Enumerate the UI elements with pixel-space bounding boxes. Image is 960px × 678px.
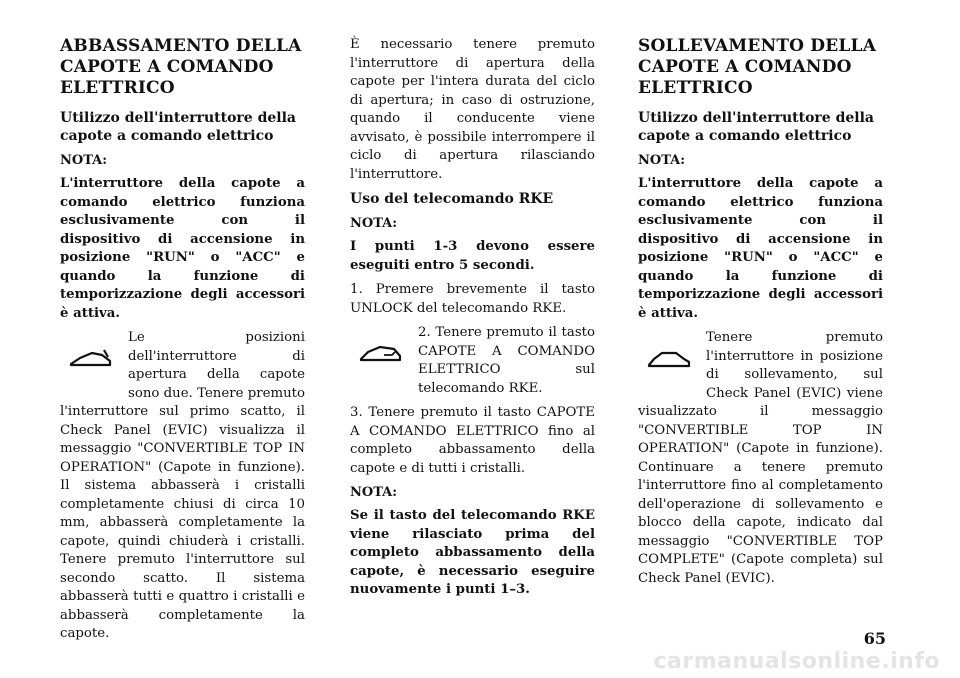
intro-text: È necessario tenere premuto l'interruttore di apertura della capote per l'intera durata del ciclo di apertura; in caso di ostruzione, quando il conducente viene avvisato, è possibile interrompere il ciclo di apertura rilasciando l'interruttore. xyxy=(350,37,595,182)
page-number: 65 xyxy=(863,629,886,648)
subheading-rke: Uso del telecomando RKE xyxy=(350,191,554,207)
convertible-top-up-icon xyxy=(638,329,700,389)
subheading-switch-usage: Utilizzo dell'interruttore della capote a comando elettrico xyxy=(638,110,874,144)
watermark: carmanualsonline.info xyxy=(653,649,940,674)
section-heading-lower-top: ABBASSAMENTO DELLA CAPOTE A COMANDO ELETTRICO xyxy=(60,36,302,98)
subheading-switch-usage: Utilizzo dell'interruttore della capote a comando elettrico xyxy=(60,110,296,144)
note-text: L'interruttore della capote a comando elettrico funziona esclusivamente con il dispositivo di accensione in posizione "RUN" o "ACC" e quando la funzione di temporizzazione degli accessori è attiva. xyxy=(638,176,883,321)
note-label: NOTA: xyxy=(350,485,398,500)
convertible-top-down-icon xyxy=(60,329,122,389)
step-2: 2. Tenere premuto il tasto CAPOTE A COMANDO ELETTRICO sul telecomando RKE. xyxy=(418,325,595,396)
note-text: L'interruttore della capote a comando elettrico funziona esclusivamente con il dispositivo di accensione in posizione "RUN" o "ACC" e quando la funzione di temporizzazione degli accessori è attiva. xyxy=(60,176,305,321)
step-1: 1. Premere brevemente il tasto UNLOCK del telecomando RKE. xyxy=(350,282,595,316)
note-label: NOTA: xyxy=(638,153,686,168)
note-label: NOTA: xyxy=(350,216,398,231)
column-rke xyxy=(350,36,595,606)
section-heading-raise-top: SOLLEVAMENTO DELLA CAPOTE A COMANDO ELETTRICO xyxy=(638,36,877,98)
note-label: NOTA: xyxy=(60,153,108,168)
body-text: Tenere premuto l'interruttore in posizione di sollevamento, sul Check Panel (EVIC) viene visualizzato il messaggio "CONVERTIBLE TOP IN OPERATION" (Capote in funzione). Continuare a tenere premuto l'interruttore fino al completamento dell'operazione di sollevamento e blocco della capote, indicato dal messaggio "CONVERTIBLE TOP COMPLETE" (Capote completa) sul Check Panel (EVIC). xyxy=(638,330,883,586)
column-lower-top xyxy=(60,36,305,650)
convertible-top-key-icon xyxy=(350,324,412,384)
column-raise-top xyxy=(638,36,883,594)
body-text: Le posizioni dell'interruttore di apertura della capote sono due. Tenere premuto l'interruttore sul primo scatto, il Check Panel (EVIC) visualizza il messaggio "CONVERTIBLE TOP IN OPERATION" (Capote in funzione). Il sistema abbasserà i cristalli completamente chiusi di circa 10 mm, abbasserà completamente la capote, quindi chiuderà i cristalli. Tenere premuto l'interruttore sul secondo scatto. Il sistema abbasserà tutti e quattro i cristalli e abbasserà completamente la capote. xyxy=(60,330,305,641)
note-text: Se il tasto del telecomando RKE viene rilasciato prima del completo abbassamento della capote, è necessario eseguire nuovamente i punti 1–3. xyxy=(350,508,595,597)
step-3: 3. Tenere premuto il tasto CAPOTE A COMANDO ELETTRICO fino al completo abbassamento della capote e di tutti i cristalli. xyxy=(350,405,595,476)
note-text: I punti 1-3 devono essere eseguiti entro 5 secondi. xyxy=(350,239,595,273)
